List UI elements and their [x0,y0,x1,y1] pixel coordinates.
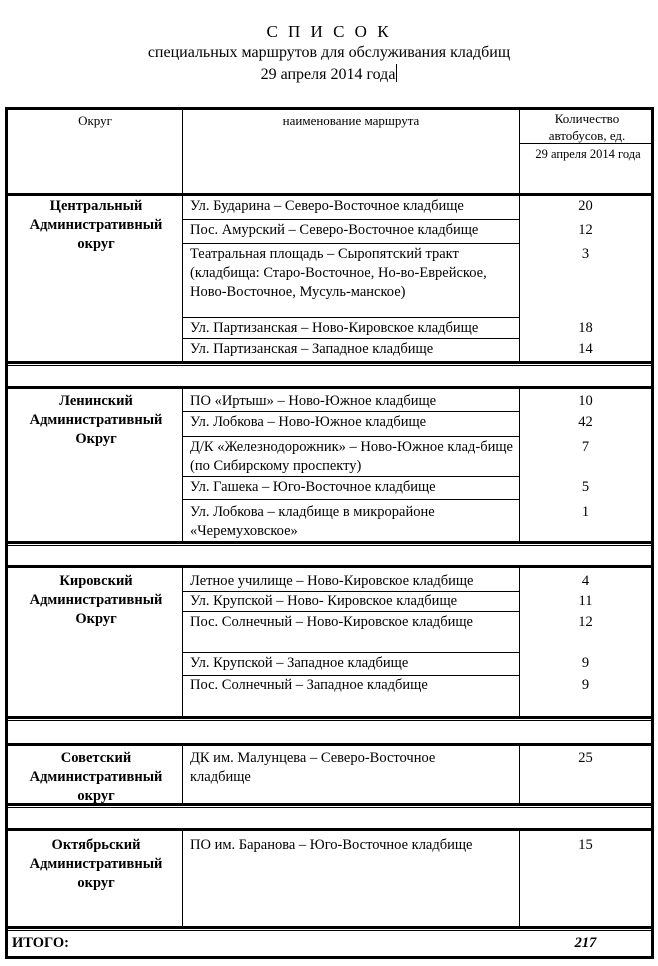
column-header-district: Округ [78,113,112,128]
bus-count: 9 [581,655,590,671]
route-name: ПО «Иртыш» – Ново-Южное кладбище [190,393,437,409]
bus-count: 3 [581,246,590,262]
routes-table [5,107,654,959]
column-header-count-date: 29 апреля 2014 года [535,147,641,161]
route-name: Ул. Лобкова – Ново-Южное кладбище [190,414,427,430]
bus-count: 11 [578,593,593,609]
district-name: Ленинский Административный Округ [29,393,163,447]
route-name: Ул. Крупской – Ново- Кировское кладбище [190,593,458,609]
bus-count: 15 [578,837,593,853]
bus-count: 7 [581,439,590,455]
district-name: Центральный Административный округ [29,198,163,252]
district-name: Кировский Административный Округ [29,573,163,627]
route-name: Д/К «Железнодорожник» – Ново-Южное клад-бище (по Сибирскому проспекту) [190,439,513,474]
bus-count: 4 [581,573,590,589]
bus-count: 42 [578,414,593,430]
route-name: Пос. Солнечный – Ново-Кировское кладбище [190,614,473,630]
document-date-line [0,64,658,84]
total-value: 217 [574,935,597,951]
district-name: Октябрьский Административный округ [29,837,163,891]
bus-count: 12 [578,614,593,630]
route-name: Ул. Бударина – Северо-Восточное кладбище [190,198,464,214]
route-name: Ул. Крупской – Западное кладбище [190,655,409,671]
route-name: Пос. Амурский – Северо-Восточное кладбище [190,222,479,238]
document-date: 29 апреля 2014 года [260,66,396,83]
bus-count: 12 [578,222,593,238]
route-name: Пос. Солнечный – Западное кладбище [190,677,428,693]
column-header-route: наименование маршрута [282,113,420,128]
bus-count: 14 [578,341,593,357]
bus-count: 9 [581,677,590,693]
route-name: ПО им. Баранова – Юго-Восточное кладбище [190,837,473,853]
route-name: Ул. Лобкова – кладбище в микрорайоне «Черемуховское» [190,504,435,539]
bus-count: 10 [578,393,593,409]
column-header-count: Количество автобусов, ед. [548,111,626,143]
district-name: Советский Административный округ [29,750,163,804]
document-title: С П И С О К [266,22,392,41]
route-name: Летное училище – Ново-Кировское кладбище [190,573,474,589]
route-name: Ул. Партизанская – Западное кладбище [190,341,434,357]
text-cursor [396,64,397,82]
bus-count: 20 [578,198,593,214]
document-subtitle: специальных маршрутов для обслуживания кладбищ [147,44,511,61]
route-name: ДК им. Малунцева – Северо-Восточное кладбище [190,750,436,785]
bus-count: 1 [581,504,590,520]
bus-count: 18 [578,320,593,336]
bus-count: 25 [578,750,593,766]
route-name: Ул. Гашека – Юго-Восточное кладбище [190,479,436,495]
route-name: Ул. Партизанская – Ново-Кировское кладбище [190,320,479,336]
bus-count: 5 [581,479,590,495]
total-label: ИТОГО: [12,935,70,951]
route-name: Театральная площадь – Сыропятский тракт (кладбища: Старо-Восточное, Но-во-Еврейское, Ново-Восточное, Мусуль-манское) [190,246,487,300]
